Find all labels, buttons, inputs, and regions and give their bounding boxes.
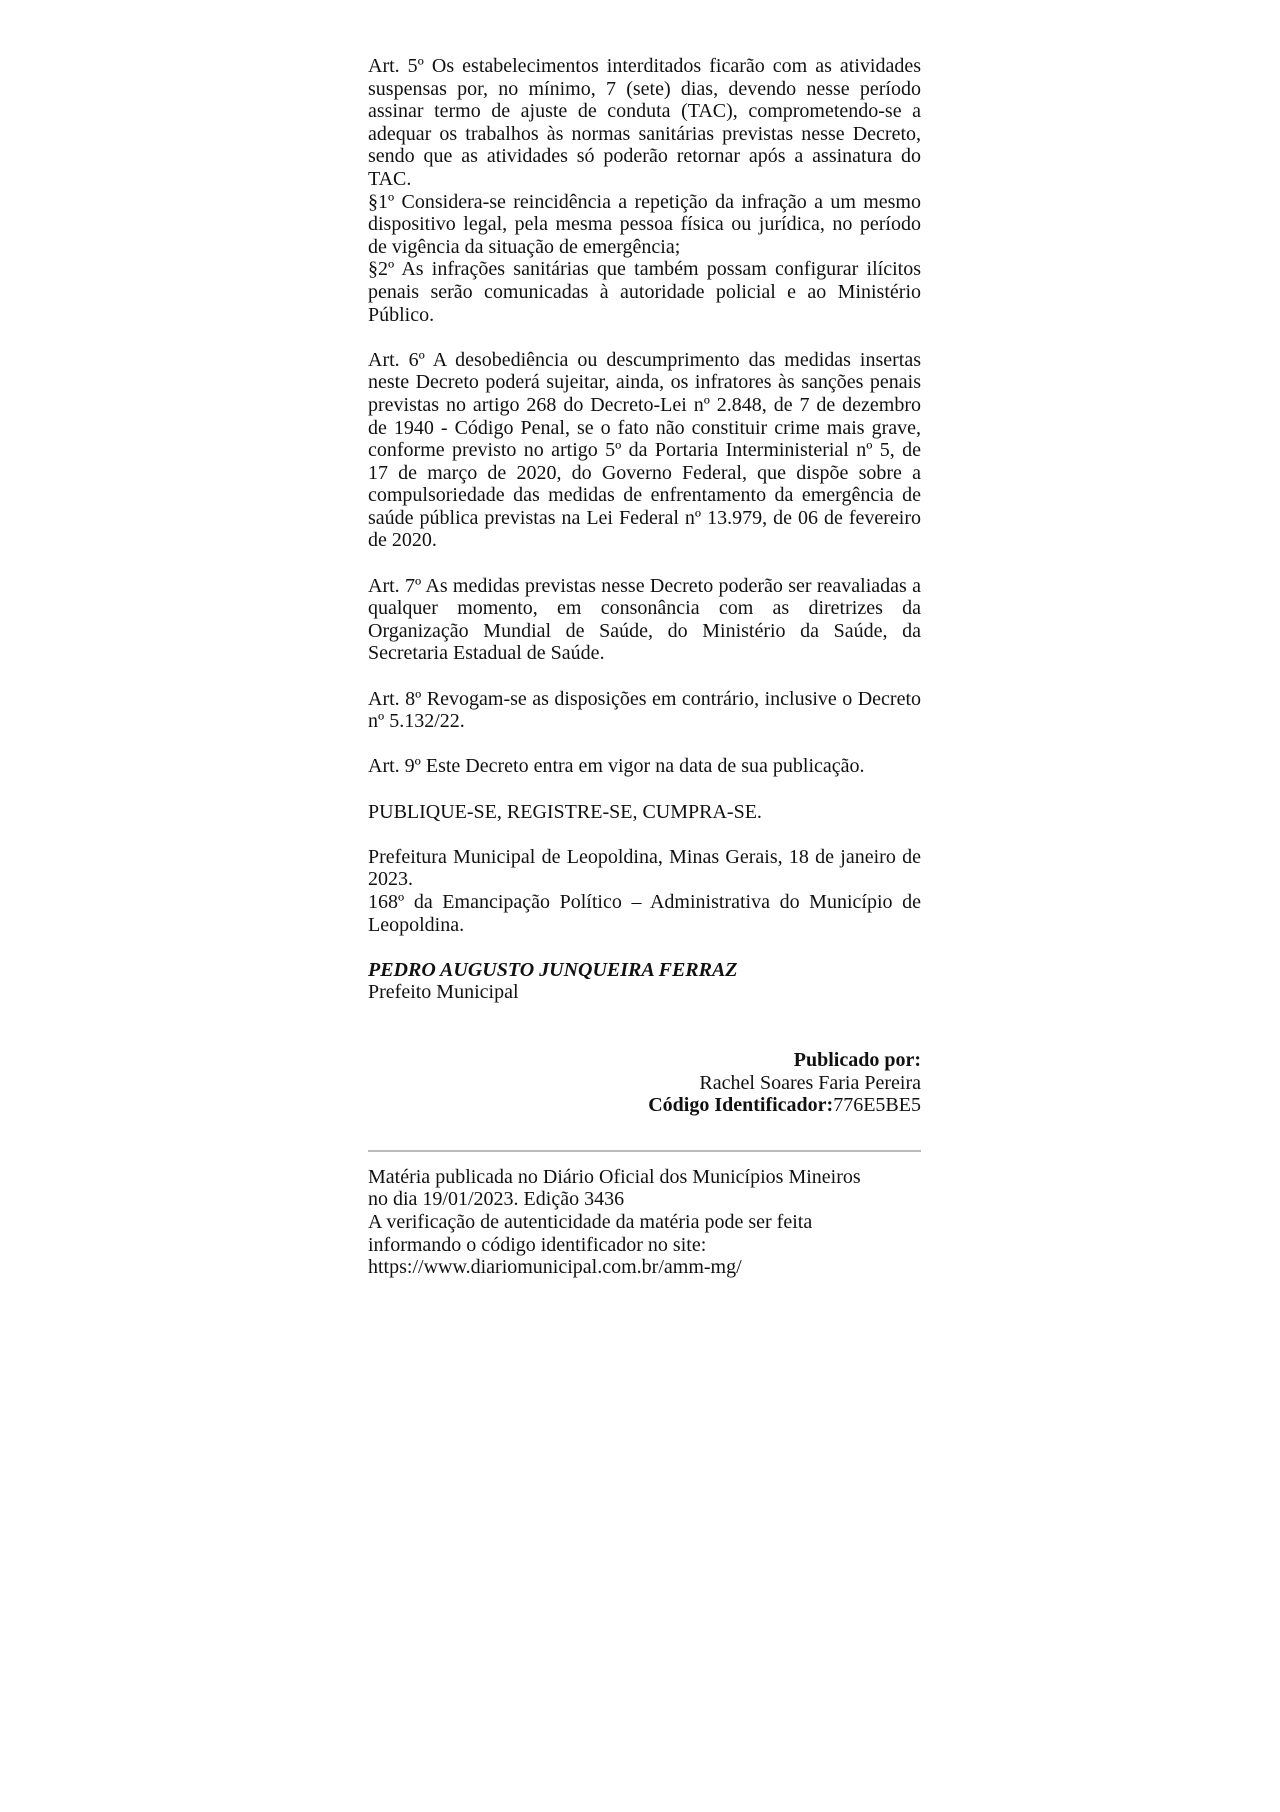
article-6-text: Art. 6º A desobediência ou descumprimento das medidas insertas neste Decreto poderá sujeitar, ainda, os infratores às sanções penais previstas no artigo 268 do Decreto-Lei nº 2.848, de 7 de dezembro de 1940 - Código Penal, se o fato não constituir crime mais grave, conforme previsto no artigo 5º da Portaria Interministerial nº 5, de 17 de março de 2020, do Governo Federal, que dispõe sobre a compulsoriedade das medidas de enfrentamento da emergência de saúde pública previstas na Lei Federal nº 13.979, de 06 de fevereiro de 2020. [368,348,921,552]
article-9-text: Art. 9º Este Decreto entra em vigor na data de sua publicação. [368,755,865,778]
published-by-label: Publicado por: [793,1048,921,1071]
identifier-code: 776E5BE5 [833,1094,921,1117]
place-and-date: Prefeitura Municipal de Leopoldina, Minas Gerais, 18 de janeiro de 2023. [368,845,921,891]
footer-line-2: no dia 19/01/2023. Edição 3436 [368,1188,625,1211]
signatory-name: PEDRO AUGUSTO JUNQUEIRA FERRAZ [368,958,738,981]
publication-footer [368,1166,921,1279]
identifier-label: Código Identificador: [648,1094,834,1117]
publication-order: PUBLIQUE-SE, REGISTRE-SE, CUMPRA-SE. [368,800,762,823]
footer-line-4: informando o código identificador no site: [368,1233,707,1256]
footer-line-3: A verificação de autenticidade da matéria pode ser feita [368,1210,813,1233]
identifier-line [368,1094,921,1117]
emancipation-year: 168º da Emancipação Político – Administrativa do Município de Leopoldina. [368,890,921,936]
document-column [368,55,921,1279]
article-8-text: Art. 8º Revogam-se as disposições em contrário, inclusive o Decreto nº 5.132/22. [368,687,921,733]
article-7-text: Art. 7º As medidas previstas nesse Decreto poderão ser reavaliadas a qualquer momento, em consonância com as diretrizes da Organização Mundial de Saúde, do Ministério da Saúde, da Secretaria Estadual de Saúde. [368,574,921,665]
footer-url: https://www.diariomunicipal.com.br/amm-mg/ [368,1256,742,1279]
footer-divider [368,1150,921,1152]
footer-line-1: Matéria publicada no Diário Oficial dos Municípios Mineiros [368,1165,861,1188]
publication-block [368,1049,921,1117]
publisher-name: Rachel Soares Faria Pereira [699,1071,921,1094]
signatory-title: Prefeito Municipal [368,981,519,1004]
article-5-paragraph-2: §2º As infrações sanitárias que também possam configurar ilícitos penais serão comunicadas à autoridade policial e ao Ministério Público. [368,258,921,326]
article-5-text: Art. 5º Os estabelecimentos interditados ficarão com as atividades suspensas por, no mínimo, 7 (sete) dias, devendo nesse período assinar termo de ajuste de conduta (TAC), comprometendo-se a adequar os trabalhos às normas sanitárias previstas nesse Decreto, sendo que as atividades só poderão retornar após a assinatura do TAC. [368,55,921,190]
article-5-paragraph-1: §1º Considera-se reincidência a repetição da infração a um mesmo dispositivo legal, pela mesma pessoa física ou jurídica, no período de vigência da situação de emergência; [368,190,921,258]
